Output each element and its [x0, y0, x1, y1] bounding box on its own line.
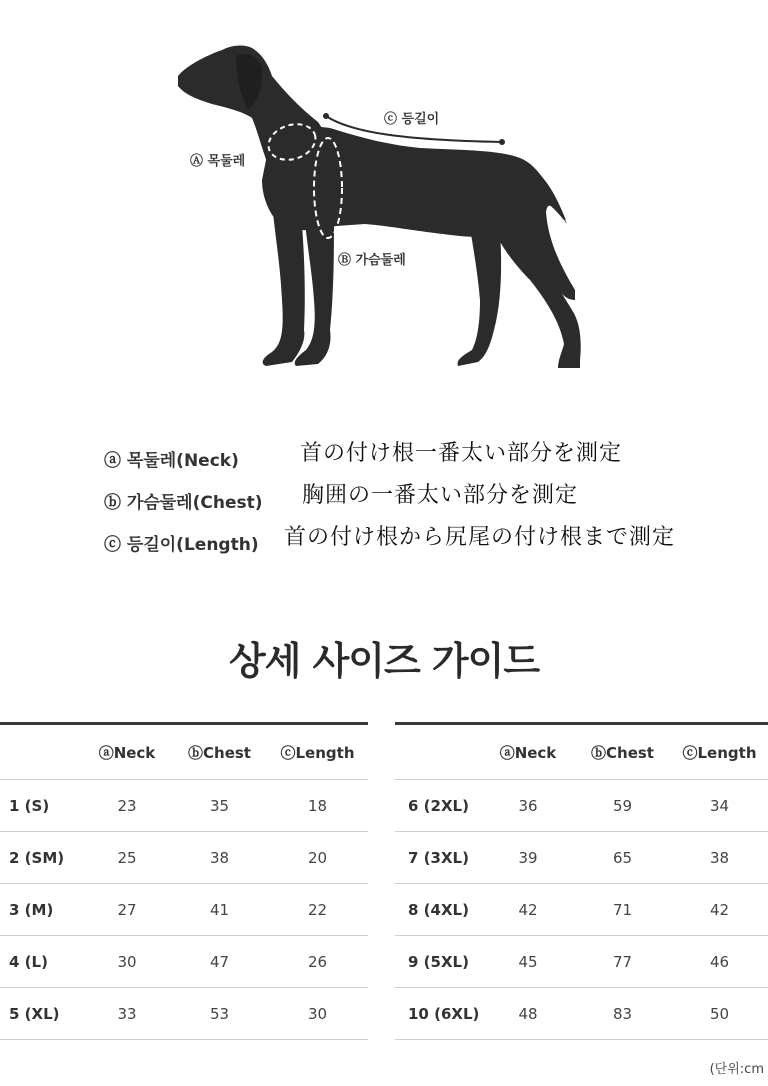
chest-cell: 41 [209, 900, 230, 919]
table-row [0, 832, 368, 884]
table-row [395, 988, 768, 1040]
size-cell: 4 (L) [9, 952, 48, 971]
neck-cell: 33 [117, 1004, 137, 1023]
neck-cell: 36 [518, 796, 538, 815]
chest-cell: 71 [612, 900, 633, 919]
table-header [0, 725, 368, 780]
neck-label: Ⓐ 목둘레 [190, 154, 246, 169]
header-length: ⓒLength [280, 743, 355, 762]
table-row [0, 884, 368, 936]
neck-cell: 23 [117, 796, 137, 815]
length-cell: 18 [307, 796, 328, 815]
size-cell: 1 (S) [9, 796, 50, 815]
length-cell: 22 [307, 900, 328, 919]
chest-cell: 53 [209, 1004, 230, 1023]
unit-note: (단위:cm [709, 1062, 764, 1077]
legend-term: ⓐ 목둘레(Neck) [104, 451, 239, 471]
legend-term: ⓒ 등길이(Length) [104, 535, 259, 555]
table-row [395, 780, 768, 832]
size-cell: 6 (2XL) [408, 796, 469, 815]
length-cell: 38 [709, 848, 730, 867]
table-header [395, 725, 768, 780]
header-chest: ⓑChest [188, 743, 251, 762]
legend-description: 首の付け根から尻尾の付け根まで測定 [284, 525, 676, 550]
chest-cell: 65 [612, 848, 633, 867]
header-neck: ⓐNeck [98, 743, 156, 762]
measurement-legend [104, 436, 764, 562]
legend-row-neck [104, 436, 764, 478]
header-length: ⓒLength [682, 743, 757, 762]
size-cell: 3 (M) [9, 900, 54, 919]
size-cell: 2 (SM) [9, 848, 65, 867]
length-cell: 50 [709, 1004, 730, 1023]
neck-cell: 42 [518, 900, 538, 919]
size-cell: 7 (3XL) [408, 848, 469, 867]
size-cell: 10 (6XL) [408, 1004, 480, 1023]
length-cell: 34 [709, 796, 730, 815]
chest-cell: 77 [612, 952, 633, 971]
dog-diagram [0, 0, 768, 400]
size-cell: 8 (4XL) [408, 900, 469, 919]
length-cell: 26 [307, 952, 328, 971]
size-table-right [395, 722, 768, 1040]
legend-description: 首の付け根一番太い部分を測定 [300, 441, 623, 466]
table-row [395, 936, 768, 988]
header-chest: ⓑChest [591, 743, 654, 762]
legend-row-length [104, 520, 764, 562]
size-table-left [0, 722, 368, 1040]
table-row [395, 884, 768, 936]
neck-cell: 27 [117, 900, 137, 919]
length-cell: 46 [709, 952, 730, 971]
legend-term: ⓑ 가슴둘레(Chest) [104, 493, 263, 513]
table-row [0, 936, 368, 988]
neck-cell: 39 [518, 848, 538, 867]
legend-description: 胸囲の一番太い部分を測定 [302, 483, 579, 508]
chest-cell: 38 [209, 848, 230, 867]
chest-cell: 35 [209, 796, 230, 815]
neck-cell: 25 [117, 848, 137, 867]
chest-cell: 47 [209, 952, 230, 971]
size-cell: 5 (XL) [9, 1004, 60, 1023]
length-cell: 42 [709, 900, 730, 919]
length-cell: 20 [307, 848, 328, 867]
table-row [0, 780, 368, 832]
legend-row-chest [104, 478, 764, 520]
size-cell: 9 (5XL) [408, 952, 469, 971]
page-title: 상세 사이즈 가이드 [228, 639, 540, 683]
neck-cell: 48 [518, 1004, 538, 1023]
chest-cell: 83 [612, 1004, 633, 1023]
neck-cell: 45 [518, 952, 538, 971]
table-row [395, 832, 768, 884]
length-cell: 30 [307, 1004, 328, 1023]
chest-label: Ⓑ 가슴둘레 [338, 253, 406, 268]
header-neck: ⓐNeck [499, 743, 557, 762]
back-length-label: ⓒ 등길이 [384, 112, 440, 127]
dog-silhouette [0, 0, 768, 400]
table-row [0, 988, 368, 1040]
chest-cell: 59 [612, 796, 633, 815]
neck-cell: 30 [117, 952, 137, 971]
